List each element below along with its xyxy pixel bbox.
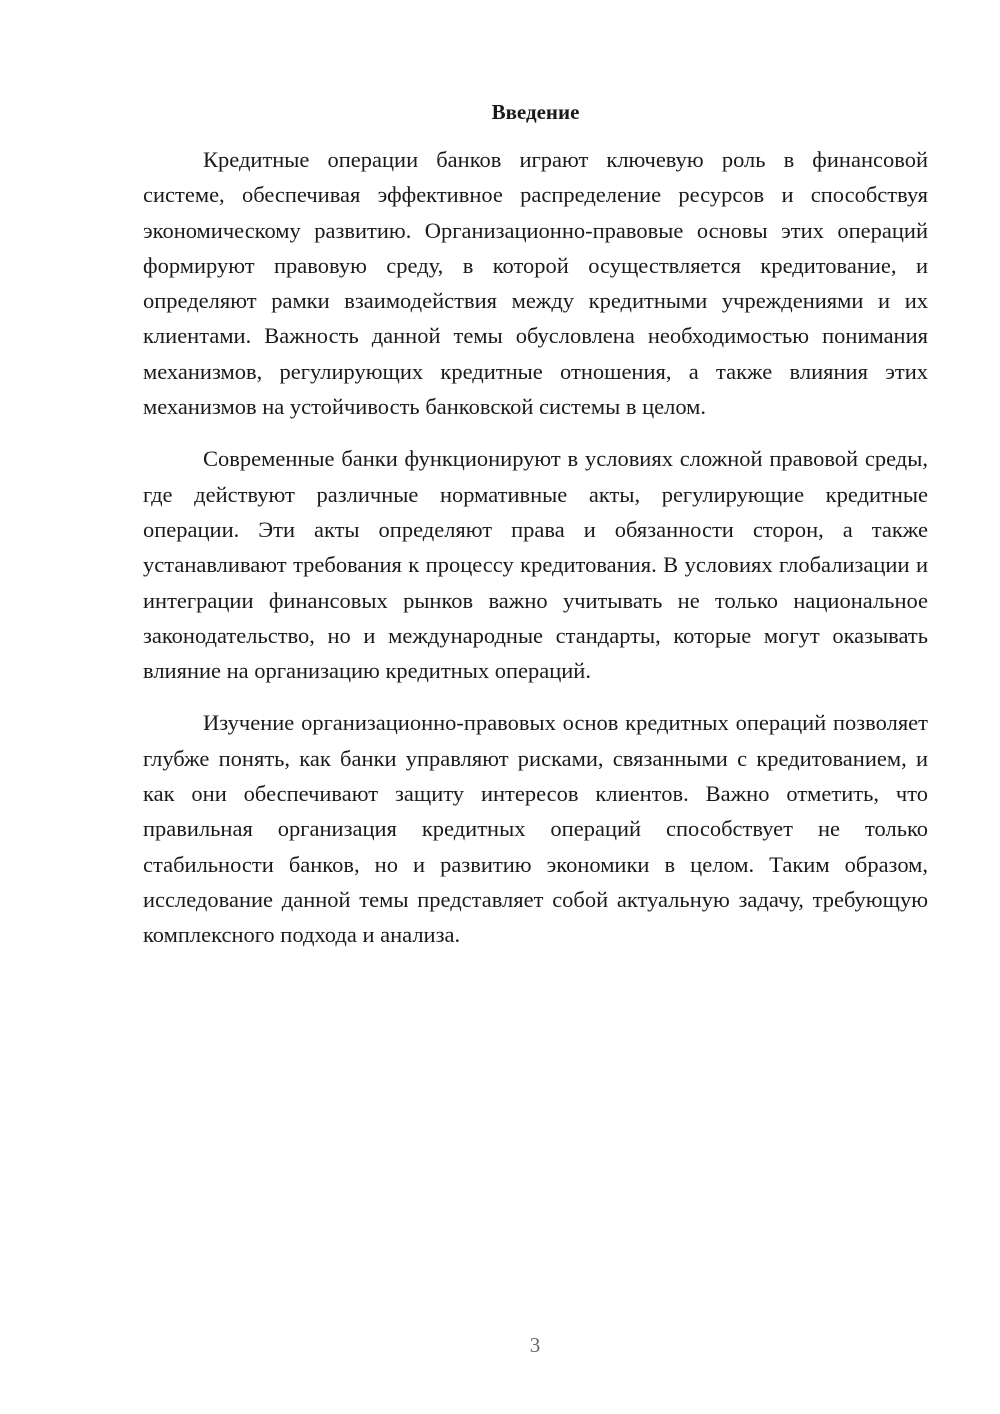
paragraph-2: Современные банки функционируют в условиях сложной правовой среды, где действуют различные нормативные акты, регулирующие кредитные операции. Эти акты определяют права и обязанности сторон, а также устанавливают требования к процессу кредитования. В условиях глобализации и интеграции финансовых рынков важно учитывать не только национальное законодательство, но и международные стандарты, которые могут оказывать влияние на организацию кредитных операций. — [143, 446, 928, 684]
body-text — [143, 142, 928, 970]
section-title: Введение — [491, 100, 580, 124]
paragraph-1: Кредитные операции банков играют ключевую роль в финансовой системе, обеспечивая эффективное распределение ресурсов и способствуя экономическому развитию. Организационно-правовые основы этих операций формируют правовую среду, в которой осуществляется кредитование, и определяют рамки взаимодействия между кредитными учреждениями и их клиентами. Важность данной темы обусловлена необходимостью понимания механизмов, регулирующих кредитные отношения, а также влияния этих механизмов на устойчивость банковской системы в целом. — [143, 147, 928, 420]
page-number: 3 — [529, 1333, 541, 1357]
paragraph-3: Изучение организационно-правовых основ кредитных операций позволяет глубже понять, как банки управляют рисками, связанными с кредитованием, и как они обеспечивают защиту интересов клиентов. Важно отметить, что правильная организация кредитных операций способствует не только стабильности банков, но и развитию экономики в целом. Таким образом, исследование данной темы представляет собой актуальную задачу, требующую комплексного подхода и анализа. — [143, 710, 928, 948]
